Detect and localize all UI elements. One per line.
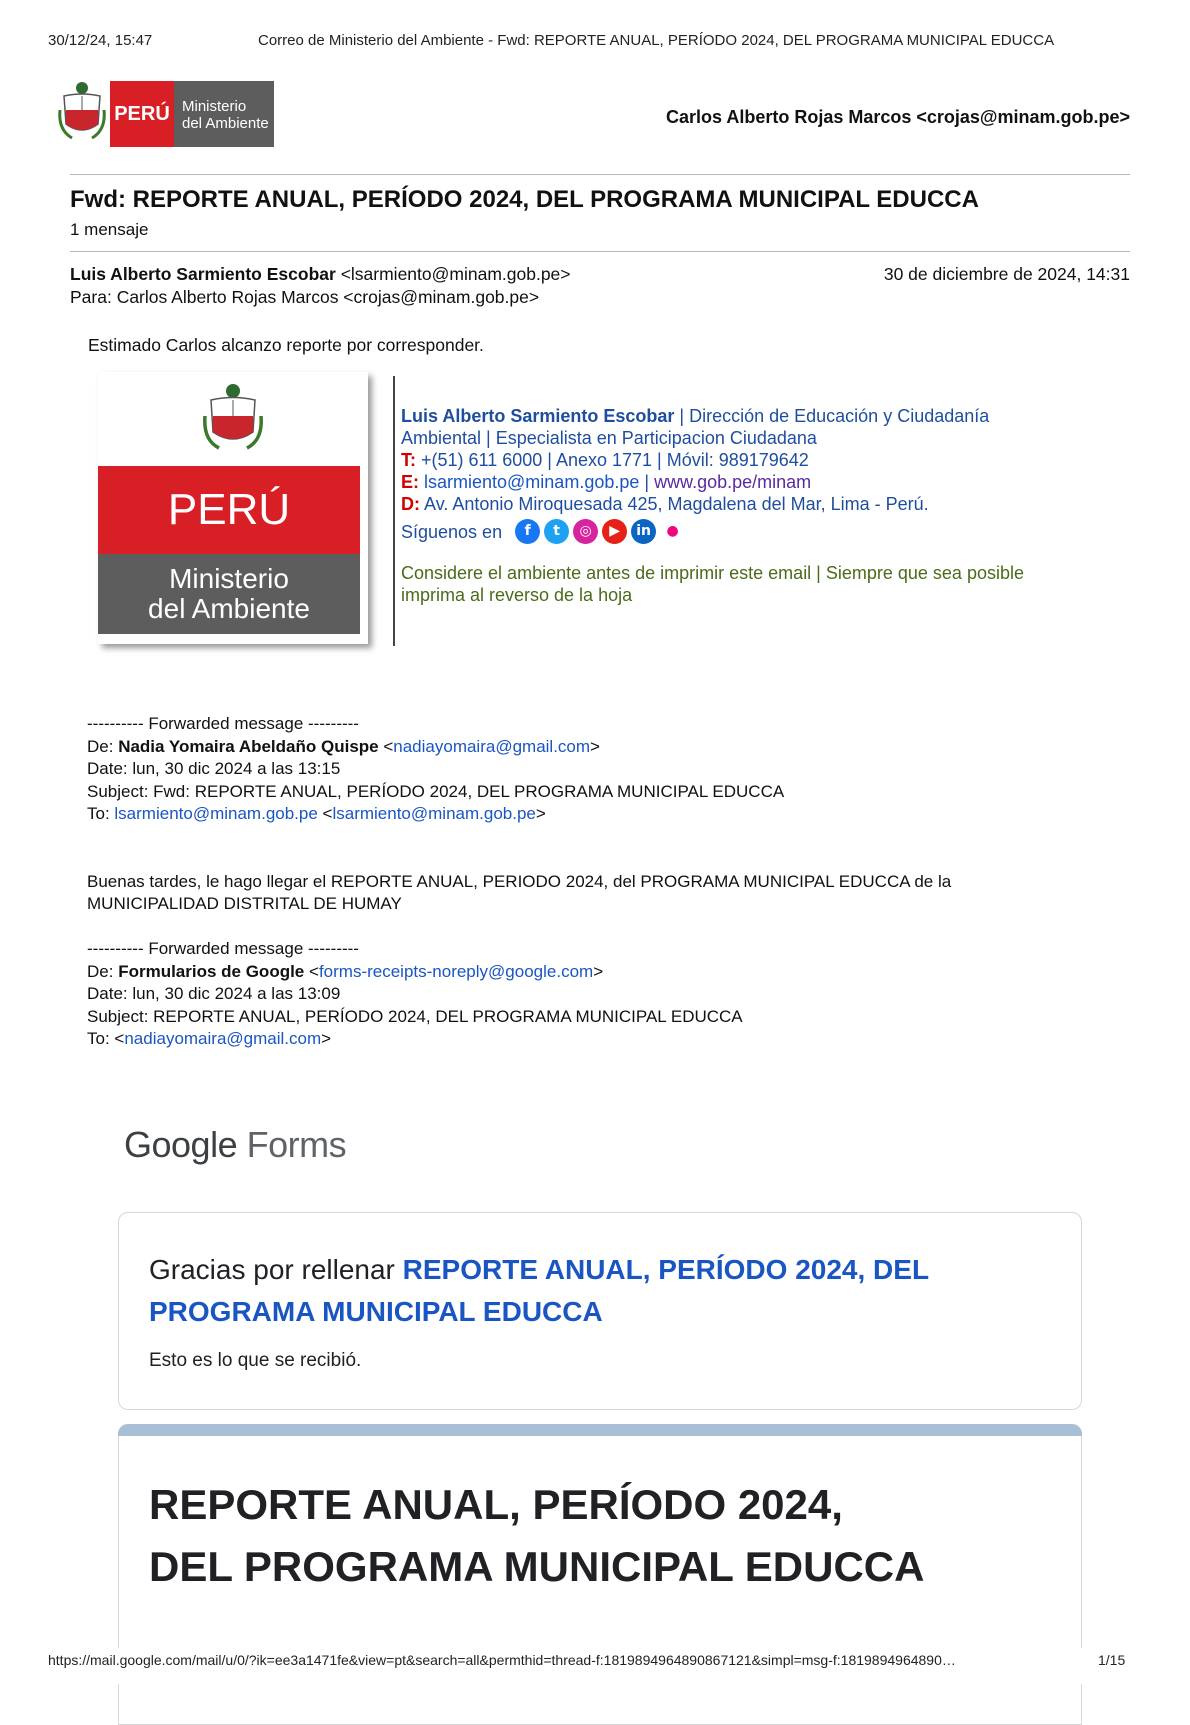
website-link[interactable]: www.gob.pe/minam bbox=[654, 472, 812, 492]
linkedin-icon[interactable]: in bbox=[631, 519, 656, 544]
address-value: Av. Antonio Miroquesada 425, Magdalena del Mar, Lima - Perú. bbox=[420, 494, 929, 514]
from-email-link[interactable]: nadiayomaira@gmail.com bbox=[393, 736, 591, 756]
confirmation-card bbox=[118, 1212, 1082, 1410]
forward-date: Date: lun, 30 dic 2024 a las 13:15 bbox=[87, 759, 341, 778]
follow-label: Síguenos en bbox=[401, 521, 503, 542]
thanks-prefix: Gracias por rellenar bbox=[149, 1254, 403, 1285]
twitter-icon[interactable]: t bbox=[544, 519, 569, 544]
received-note: Esto es lo que se recibió. bbox=[149, 1350, 362, 1371]
coat-of-arms-icon bbox=[58, 80, 106, 148]
from-label: De: bbox=[87, 736, 119, 756]
eco-notice-line2: imprima al reverso de la hoja bbox=[401, 585, 633, 605]
from-name: Formularios de Google bbox=[118, 961, 305, 981]
google-wordmark: Google bbox=[124, 1124, 238, 1165]
logo-ministry-line2: del Ambiente bbox=[182, 115, 269, 132]
forward-body-line1: Buenas tardes, le hago llegar el REPORTE ANUAL, PERIODO 2024, del PROGRAMA MUNICIPAL EDUCCA de la bbox=[87, 871, 952, 891]
recipient: Para: Carlos Alberto Rojas Marcos <crojas@minam.gob.pe> bbox=[70, 287, 540, 307]
to-label: To: bbox=[87, 1029, 115, 1048]
signature-logo-line1: Ministerio bbox=[169, 563, 289, 594]
facebook-icon[interactable]: f bbox=[515, 519, 540, 544]
signature-divider bbox=[393, 376, 395, 646]
signature-role-cont: Ambiental | Especialista en Participacion Ciudadana bbox=[401, 428, 817, 448]
signature-email-link[interactable]: lsarmiento@minam.gob.pe bbox=[419, 472, 640, 492]
forwarded-message-2: ---------- Forwarded message --------- De: Formularios de Google <forms-receipts-noreply@google.com> Date: lun, 30 dic 2024 a las 13:09 Subject: REPORTE ANUAL, PERÍODO 2024, DEL PROGRAMA MUNICIPAL EDUCCA To: <nadiayomaira@gmail.com> bbox=[87, 938, 1137, 1051]
signature-block bbox=[401, 405, 1101, 606]
print-url: https://mail.google.com/mail/u/0/?ik=ee3a1471fe&view=pt&search=all&permthid=thread-f:1819894964890867121&simpl=msg-f:1819894964890… bbox=[48, 1652, 956, 1668]
from-label: De: bbox=[87, 961, 119, 981]
to-email-link-2[interactable]: lsarmiento@minam.gob.pe bbox=[332, 804, 536, 823]
email-label: E: bbox=[401, 472, 419, 492]
confirmation-heading bbox=[149, 1249, 1049, 1333]
sender-name: Luis Alberto Sarmiento Escobar bbox=[70, 264, 336, 284]
youtube-icon[interactable]: ▶ bbox=[602, 519, 627, 544]
sender-email: <lsarmiento@minam.gob.pe> bbox=[340, 264, 571, 284]
from-name: Nadia Yomaira Abeldaño Quispe bbox=[118, 736, 379, 756]
thread-subject: Fwd: REPORTE ANUAL, PERÍODO 2024, DEL PROGRAMA MUNICIPAL EDUCCA bbox=[70, 186, 979, 213]
email-separator: | bbox=[639, 472, 655, 492]
logo-ministry bbox=[174, 81, 274, 147]
forward-subject: Subject: Fwd: REPORTE ANUAL, PERÍODO 2024, DEL PROGRAMA MUNICIPAL EDUCCA bbox=[87, 781, 785, 801]
to-label: To: bbox=[87, 804, 115, 823]
to-email-link[interactable]: nadiayomaira@gmail.com bbox=[124, 1029, 322, 1048]
print-title: Correo de Ministerio del Ambiente - Fwd: REPORTE ANUAL, PERÍODO 2024, DEL PROGRAMA MUNICIPAL EDUCCA bbox=[258, 32, 1055, 49]
form-title-line2: DEL PROGRAMA MUNICIPAL EDUCCA bbox=[149, 1543, 925, 1590]
signature-logo-line2: del Ambiente bbox=[148, 593, 310, 624]
signature-logo bbox=[98, 372, 368, 644]
divider bbox=[70, 251, 1130, 252]
forms-wordmark: Forms bbox=[237, 1124, 347, 1165]
forward-separator: ---------- Forwarded message --------- bbox=[87, 939, 359, 958]
address-label: D: bbox=[401, 494, 420, 514]
logo-ministry-line1: Ministerio bbox=[182, 98, 247, 115]
form-title bbox=[149, 1474, 1069, 1598]
phone-value: +(51) 611 6000 | Anexo 1771 | Móvil: 989179642 bbox=[416, 450, 809, 470]
coat-of-arms-icon bbox=[201, 382, 265, 458]
form-title-link[interactable]: REPORTE ANUAL, PERÍODO 2024, DEL bbox=[402, 1254, 930, 1285]
divider bbox=[70, 174, 1130, 175]
greeting: Estimado Carlos alcanzo reporte por corresponder. bbox=[88, 335, 484, 355]
forwarded-message-1: ---------- Forwarded message --------- De: Nadia Yomaira Abeldaño Quispe <nadiayomaira@gmail.com> Date: lun, 30 dic 2024 a las 13:15 Subject: Fwd: REPORTE ANUAL, PERÍODO 2024, DEL PROGRAMA MUNICIPAL EDUCCA To: lsarmiento@minam.gob.pe <lsarmiento@minam.gob.pe> Buenas tardes, le hago llegar el REPORTE ANUAL, PERIODO 2024, del PROGRAMA MUNICIPAL EDUCCA de la MUNICIPALIDAD DISTRITAL DE HUMAY bbox=[87, 713, 1137, 916]
forward-separator: ---------- Forwarded message --------- bbox=[87, 714, 359, 733]
account-label: Carlos Alberto Rojas Marcos <crojas@minam.gob.pe> bbox=[665, 107, 1130, 127]
eco-notice-line1: Considere el ambiente antes de imprimir este email | Siempre que sea posible bbox=[401, 563, 1024, 583]
google-forms-logo bbox=[124, 1124, 346, 1166]
logo-peru: PERÚ bbox=[110, 81, 174, 147]
forward-subject: Subject: REPORTE ANUAL, PERÍODO 2024, DEL PROGRAMA MUNICIPAL EDUCCA bbox=[87, 1006, 743, 1026]
forward-date: Date: lun, 30 dic 2024 a las 13:09 bbox=[87, 984, 341, 1003]
to-email-link[interactable]: lsarmiento@minam.gob.pe bbox=[114, 804, 318, 823]
flickr-icon[interactable]: ● bbox=[660, 519, 685, 544]
page-number: 1/15 bbox=[1098, 1652, 1126, 1668]
from-email-link[interactable]: forms-receipts-noreply@google.com bbox=[318, 961, 594, 981]
signature-logo-ministry bbox=[98, 554, 360, 634]
form-title-line1: REPORTE ANUAL, PERÍODO 2024, bbox=[149, 1481, 843, 1528]
form-accent-bar bbox=[118, 1424, 1082, 1436]
message-date: 30 de diciembre de 2024, 14:31 bbox=[883, 264, 1130, 284]
forward-body-line2: MUNICIPALIDAD DISTRITAL DE HUMAY bbox=[87, 894, 402, 913]
phone-label: T: bbox=[401, 450, 416, 470]
instagram-icon[interactable]: ◎ bbox=[573, 519, 598, 544]
print-datetime: 30/12/24, 15:47 bbox=[48, 32, 153, 49]
form-title-link-cont[interactable]: PROGRAMA MUNICIPAL EDUCCA bbox=[149, 1296, 603, 1327]
sender bbox=[70, 264, 571, 285]
signature-role: | Dirección de Educación y Ciudadanía bbox=[674, 406, 990, 426]
message-count: 1 mensaje bbox=[70, 220, 149, 239]
signature-name: Luis Alberto Sarmiento Escobar bbox=[401, 406, 675, 426]
signature-logo-peru: PERÚ bbox=[98, 466, 360, 554]
